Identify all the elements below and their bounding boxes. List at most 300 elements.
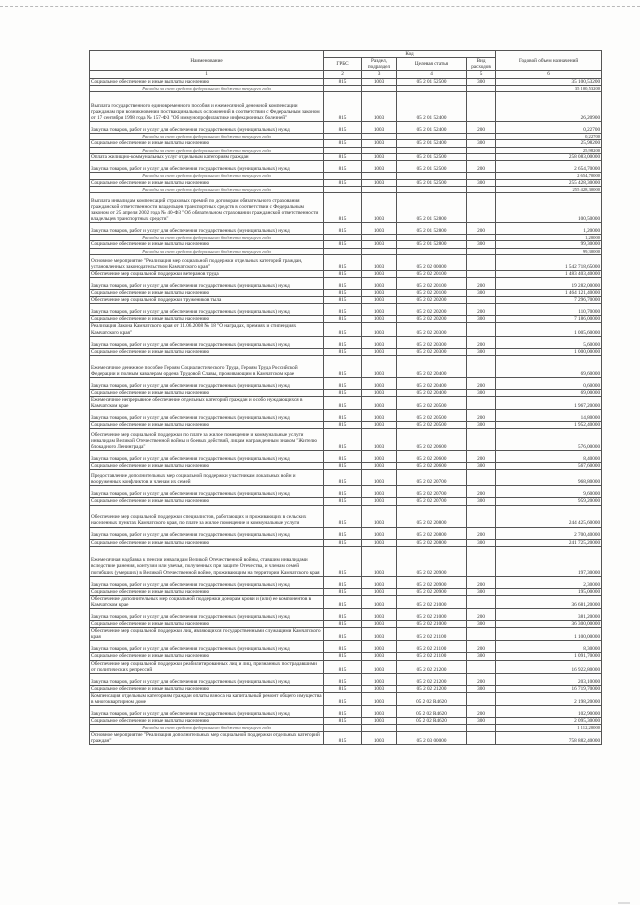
row-section-cell: 1003 [362, 92, 397, 122]
row-exptype-cell [467, 270, 496, 277]
row-name-cell: Закупка товаров, работ и услуг для обеспечения государственных (муниципальных) нужд [90, 486, 324, 498]
row-section-cell: 1003 [362, 486, 397, 498]
row-amount-cell: 5,60000 [496, 336, 602, 348]
row-target-cell: 05 2 02 20200 [397, 304, 467, 316]
row-exptype-cell: 200 [467, 278, 496, 290]
row-grbs-cell: 815 [324, 270, 362, 277]
row-target-cell: 05 2 02 20900 [397, 546, 467, 576]
row-section-cell: 1003 [362, 304, 397, 316]
row-amount-cell: 2 198,20000 [496, 692, 602, 705]
row-exptype-cell [467, 660, 496, 673]
row-section-cell: 1003 [362, 451, 397, 463]
row-target-cell: 05 2 01 52800 [397, 193, 467, 223]
row-exptype-cell [467, 323, 496, 336]
row-amount-cell: 1,20000 [496, 235, 602, 241]
row-name-cell: Закупка товаров, работ и услуг для обеспечения государственных (муниципальных) нужд [90, 336, 324, 348]
row-section-cell: 1003 [362, 389, 397, 396]
row-name-cell: Обеспечение мер социальной поддержки тружеников тыла [90, 297, 324, 304]
row-name-cell: Основное мероприятие "Реализация мер социальной поддержки отдельных категорий граждан, установленных законодательством Камчатского края" [90, 254, 324, 270]
row-amount-cell: 2 700,40000 [496, 527, 602, 539]
row-grbs-cell: 815 [324, 278, 362, 290]
row-grbs-cell: 815 [324, 546, 362, 576]
row-section-cell: 1003 [362, 463, 397, 470]
row-exptype-cell: 300 [467, 78, 496, 85]
row-section-cell: 1003 [362, 706, 397, 718]
row-exptype-cell: 300 [467, 241, 496, 248]
table-row [90, 505, 602, 527]
row-exptype-cell: 200 [467, 304, 496, 316]
row-name-cell: Социальное обеспечение и иные выплаты населению [90, 179, 324, 186]
table-row [90, 92, 602, 122]
row-amount-cell: 16 922,80000 [496, 660, 602, 673]
row-name-cell: Ежемесячная надбавка к пенсии инвалидам Великой Отечественной войны, ставшим инвалидами вследствие ранения, контузии или увечья, полученных при защите Отечества, и членам семей погибших (умерших) в Великой Отечественной войне, проживающим на территории Камчатского края [90, 546, 324, 576]
row-amount-cell: 758 882,40000 [496, 731, 602, 744]
table-row [90, 122, 602, 134]
row-target-cell: 05 2 01 52500 [397, 179, 467, 186]
row-amount-cell: 1 464 121,40000 [496, 290, 602, 297]
row-section-cell: 1003 [362, 278, 397, 290]
table-row [90, 254, 602, 270]
row-section-cell: 1003 [362, 140, 397, 147]
table-row [90, 78, 602, 85]
row-amount-cell: 255 428,30000 [496, 186, 602, 192]
row-grbs-cell: 815 [324, 241, 362, 248]
row-section-cell: 1003 [362, 641, 397, 653]
table-row [90, 396, 602, 409]
row-grbs-cell: 815 [324, 595, 362, 608]
row-exptype-cell: 300 [467, 621, 496, 628]
row-amount-cell: 102,90000 [496, 706, 602, 718]
row-amount-cell: 968,80000 [496, 470, 602, 486]
row-section-cell: 1003 [362, 78, 397, 85]
row-amount-cell: 244 425,60000 [496, 505, 602, 527]
row-name-cell: Обеспечение мер социальной поддержки по плате за жилое помещение и коммунальные услуги инвалидам Великой Отечественной войны и боевых действий, лицам награжденным знаком "Жителю блокадного Ленинграда" [90, 429, 324, 451]
row-amount-cell: 8,30000 [496, 641, 602, 653]
row-amount-cell: 8,40000 [496, 451, 602, 463]
row-section-cell: 1003 [362, 410, 397, 422]
row-name-cell: Ежемесячное непрерывное обеспечение отдельных категорий граждан и особо нуждающихся в Камчатском крае [90, 396, 324, 409]
row-target-cell: 05 2 02 20500 [397, 410, 467, 422]
row-amount-cell: 203,10000 [496, 673, 602, 685]
row-amount-cell: 1,20000 [496, 223, 602, 235]
row-grbs-cell: 815 [324, 673, 362, 685]
header-codes-group: Код [324, 51, 496, 58]
row-section-cell: 1003 [362, 660, 397, 673]
row-name-cell: Обеспечение дополнительных мер социальной поддержки донорам крови и (или) ее компонентов в Камчатском крае [90, 595, 324, 608]
row-exptype-cell [467, 297, 496, 304]
table-row [90, 336, 602, 348]
row-name-cell: Закупка товаров, работ и услуг для обеспечения государственных (муниципальных) нужд [90, 278, 324, 290]
row-amount-cell: 100,50000 [496, 193, 602, 223]
row-amount-cell: 1 091,70000 [496, 653, 602, 660]
table-row [90, 692, 602, 705]
row-exptype-cell: 200 [467, 122, 496, 134]
row-exptype-cell: 300 [467, 422, 496, 429]
row-name-cell: Социальное обеспечение и иные выплаты населению [90, 78, 324, 85]
row-grbs-cell: 815 [324, 153, 362, 160]
row-section-cell: 1003 [362, 429, 397, 451]
row-target-cell: 05 2 02 20500 [397, 396, 467, 409]
row-amount-cell: 7 186,00000 [496, 316, 602, 323]
row-target-cell: 05 2 02 21200 [397, 660, 467, 673]
row-grbs-cell: 815 [324, 161, 362, 173]
row-grbs-cell: 815 [324, 323, 362, 336]
row-section-cell: 1003 [362, 422, 397, 429]
table-row [90, 410, 602, 422]
row-grbs-cell: 815 [324, 660, 362, 673]
header-amount: Годовой объем назначений [496, 51, 602, 71]
row-amount-cell: 35 100,53200 [496, 85, 602, 91]
row-name-cell: Предоставление дополнительных мер социальной поддержки участникам локальных войн и вооруженных конфликтов и членам их семей [90, 470, 324, 486]
row-section-cell: 1003 [362, 348, 397, 355]
row-amount-cell: 7 296,70000 [496, 297, 602, 304]
row-target-cell: 05 2 03 00000 [397, 731, 467, 744]
row-target-cell: 05 2 02 20400 [397, 355, 467, 377]
row-name-cell: Расходы за счет средств федерального бюджета текущего года [90, 186, 324, 192]
row-amount-cell: 576,00000 [496, 429, 602, 451]
row-exptype-cell: 300 [467, 316, 496, 323]
row-exptype-cell: 200 [467, 410, 496, 422]
row-exptype-cell: 200 [467, 486, 496, 498]
row-exptype-cell [467, 546, 496, 576]
row-section-cell: 1003 [362, 505, 397, 527]
row-amount-cell: 25,98200 [496, 147, 602, 153]
row-section-cell: 1003 [362, 609, 397, 621]
row-amount-cell: 2,30000 [496, 576, 602, 588]
row-section-cell: 1003 [362, 685, 397, 692]
row-name-cell: Закупка товаров, работ и услуг для обеспечения государственных (муниципальных) нужд [90, 304, 324, 316]
row-section-cell: 1003 [362, 316, 397, 323]
row-grbs-cell: 815 [324, 451, 362, 463]
row-exptype-cell: 200 [467, 576, 496, 588]
row-name-cell: Социальное обеспечение и иные выплаты населению [90, 140, 324, 147]
table-row [90, 223, 602, 235]
row-section-cell: 1003 [362, 539, 397, 546]
row-exptype-cell [467, 470, 496, 486]
row-section-cell: 1003 [362, 628, 397, 641]
row-grbs-cell: 815 [324, 539, 362, 546]
row-amount-cell: 14,80000 [496, 410, 602, 422]
row-section-cell: 1003 [362, 323, 397, 336]
row-exptype-cell: 200 [467, 609, 496, 621]
row-name-cell: Расходы за счет средств федерального бюджета текущего года [90, 173, 324, 179]
row-target-cell: 05 2 02 20700 [397, 498, 467, 505]
row-grbs-cell: 815 [324, 179, 362, 186]
table-row [90, 576, 602, 588]
row-target-cell: 05 2 02 21000 [397, 621, 467, 628]
row-target-cell: 05 2 02 21100 [397, 628, 467, 641]
row-name-cell: Социальное обеспечение и иные выплаты населению [90, 653, 324, 660]
row-target-cell: 05 2 02 20700 [397, 470, 467, 486]
table-row [90, 290, 602, 297]
table-row [90, 628, 602, 641]
row-section-cell: 1003 [362, 223, 397, 235]
table-row [90, 731, 602, 744]
row-exptype-cell: 300 [467, 685, 496, 692]
row-grbs-cell: 815 [324, 731, 362, 744]
row-grbs-cell: 815 [324, 653, 362, 660]
row-exptype-cell [467, 595, 496, 608]
row-section-cell: 1003 [362, 377, 397, 389]
row-grbs-cell: 815 [324, 92, 362, 122]
row-exptype-cell [467, 92, 496, 122]
row-section-cell: 1003 [362, 396, 397, 409]
row-grbs-cell: 815 [324, 641, 362, 653]
row-exptype-cell [467, 429, 496, 451]
row-name-cell: Социальное обеспечение и иные выплаты населению [90, 316, 324, 323]
table-column-numbers: 1 2 3 4 5 6 [90, 71, 602, 78]
row-grbs-cell: 815 [324, 316, 362, 323]
row-grbs-cell: 815 [324, 304, 362, 316]
row-target-cell: 05 2 02 R4620 [397, 718, 467, 725]
header-exptype: Вид расходов [467, 58, 496, 71]
row-exptype-cell: 200 [467, 641, 496, 653]
header-section: Раздел, подраздел [362, 58, 397, 71]
row-section-cell: 1003 [362, 270, 397, 277]
row-amount-cell: 1 005,60000 [496, 323, 602, 336]
row-name-cell: Закупка товаров, работ и услуг для обеспечения государственных (муниципальных) нужд [90, 673, 324, 685]
row-exptype-cell [467, 254, 496, 270]
row-amount-cell: 1 483 403,40000 [496, 270, 602, 277]
row-name-cell: Оплата жилищно-коммунальных услуг отдельным категориям граждан [90, 153, 324, 160]
row-grbs-cell: 815 [324, 254, 362, 270]
row-amount-cell: 2 654,70000 [496, 173, 602, 179]
table-row [90, 241, 602, 248]
budget-allocation-table [89, 50, 602, 745]
row-name-cell: Расходы за счет средств федерального бюджета текущего года [90, 85, 324, 91]
row-name-cell: Социальное обеспечение и иные выплаты населению [90, 422, 324, 429]
table-row [90, 539, 602, 546]
row-grbs-cell: 815 [324, 685, 362, 692]
row-target-cell: 05 2 02 20900 [397, 576, 467, 588]
row-name-cell: Основное мероприятие "Реализация дополнительных мер социальной поддержки отдельных категорий граждан" [90, 731, 324, 744]
table-row [90, 429, 602, 451]
row-grbs-cell: 815 [324, 621, 362, 628]
table-row [90, 153, 602, 160]
row-name-cell: Закупка товаров, работ и услуг для обеспечения государственных (муниципальных) нужд [90, 641, 324, 653]
row-name-cell: Закупка товаров, работ и услуг для обеспечения государственных (муниципальных) нужд [90, 576, 324, 588]
row-amount-cell: 567,60000 [496, 463, 602, 470]
row-target-cell: 05 2 01 52400 [397, 122, 467, 134]
row-grbs-cell: 815 [324, 505, 362, 527]
row-target-cell: 05 2 01 52400 [397, 140, 467, 147]
table-row [90, 377, 602, 389]
row-name-cell: Обеспечение мер социальной поддержки специалистов, работающих и проживающих в сельских населенных пунктах Камчатского края, по плате за жилое помещение и коммунальные услуги [90, 505, 324, 527]
table-row [90, 179, 602, 186]
row-amount-cell: 69,60000 [496, 355, 602, 377]
row-amount-cell: 959,20000 [496, 498, 602, 505]
row-exptype-cell [467, 153, 496, 160]
row-target-cell: 05 2 02 21100 [397, 641, 467, 653]
row-section-cell: 1003 [362, 179, 397, 186]
table-row [90, 389, 602, 396]
table-row [90, 685, 602, 692]
row-section-cell: 1003 [362, 731, 397, 744]
row-amount-cell: 1 952,40000 [496, 422, 602, 429]
table-row [90, 297, 602, 304]
row-target-cell: 05 2 01 52800 [397, 241, 467, 248]
row-target-cell: 05 2 02 21200 [397, 685, 467, 692]
row-exptype-cell: 200 [467, 527, 496, 539]
row-target-cell: 05 2 02 21100 [397, 653, 467, 660]
row-section-cell: 1003 [362, 527, 397, 539]
row-exptype-cell: 300 [467, 179, 496, 186]
row-grbs-cell: 815 [324, 410, 362, 422]
row-exptype-cell: 300 [467, 140, 496, 147]
scan-artifact-mark [618, 902, 630, 904]
row-name-cell: Обеспечение мер социальной поддержки реабилитированных лиц и лиц, признанных пострадавшими от политических репрессий [90, 660, 324, 673]
table-row [90, 595, 602, 608]
row-target-cell: 05 2 02 R4620 [397, 692, 467, 705]
row-name-cell: Социальное обеспечение и иные выплаты населению [90, 621, 324, 628]
table-row [90, 355, 602, 377]
row-section-cell: 1003 [362, 595, 397, 608]
row-amount-cell: 9,60000 [496, 486, 602, 498]
row-grbs-cell: 815 [324, 463, 362, 470]
row-target-cell: 05 2 02 20900 [397, 588, 467, 595]
row-grbs-cell: 815 [324, 223, 362, 235]
row-target-cell: 05 2 02 20100 [397, 270, 467, 277]
row-target-cell: 05 2 02 20200 [397, 316, 467, 323]
row-amount-cell: 381,20000 [496, 609, 602, 621]
row-amount-cell: 1 967,20000 [496, 396, 602, 409]
table-row [90, 316, 602, 323]
row-name-cell: Социальное обеспечение и иные выплаты населению [90, 539, 324, 546]
row-name-cell: Социальное обеспечение и иные выплаты населению [90, 718, 324, 725]
row-grbs-cell: 815 [324, 355, 362, 377]
row-amount-cell: 241 725,20000 [496, 539, 602, 546]
row-amount-cell: 1 000,00000 [496, 348, 602, 355]
row-grbs-cell: 815 [324, 290, 362, 297]
row-amount-cell: 99,30000 [496, 241, 602, 248]
row-exptype-cell [467, 396, 496, 409]
row-exptype-cell [467, 505, 496, 527]
table-row [90, 422, 602, 429]
row-amount-cell: 25,98200 [496, 140, 602, 147]
row-exptype-cell: 300 [467, 463, 496, 470]
row-exptype-cell: 200 [467, 161, 496, 173]
row-section-cell: 1003 [362, 161, 397, 173]
table-row [90, 486, 602, 498]
row-section-cell: 1003 [362, 546, 397, 576]
row-exptype-cell: 300 [467, 718, 496, 725]
row-section-cell: 1003 [362, 673, 397, 685]
row-grbs-cell: 815 [324, 336, 362, 348]
row-section-cell: 1003 [362, 355, 397, 377]
row-name-cell: Расходы за счет средств федерального бюджета текущего года [90, 248, 324, 254]
table-row [90, 527, 602, 539]
row-target-cell: 05 2 02 20700 [397, 486, 467, 498]
row-target-cell: 05 2 02 20400 [397, 389, 467, 396]
row-target-cell: 05 2 02 R4620 [397, 706, 467, 718]
row-target-cell: 05 2 02 20800 [397, 505, 467, 527]
row-target-cell: 05 2 02 20300 [397, 323, 467, 336]
row-name-cell: Социальное обеспечение и иные выплаты населению [90, 290, 324, 297]
table-row [90, 470, 602, 486]
row-amount-cell: 1 100,00000 [496, 628, 602, 641]
row-target-cell: 05 2 02 20200 [397, 297, 467, 304]
row-name-cell: Социальное обеспечение и иные выплаты населению [90, 498, 324, 505]
table-header-row-1 [90, 51, 602, 58]
row-target-cell: 05 2 02 20600 [397, 451, 467, 463]
row-name-cell: Закупка товаров, работ и услуг для обеспечения государственных (муниципальных) нужд [90, 706, 324, 718]
row-amount-cell: 0,22700 [496, 122, 602, 134]
row-grbs-cell: 815 [324, 628, 362, 641]
row-exptype-cell: 200 [467, 673, 496, 685]
table-row [90, 304, 602, 316]
row-grbs-cell: 815 [324, 486, 362, 498]
row-amount-cell: 36 681,20000 [496, 595, 602, 608]
row-amount-cell: 2 654,70000 [496, 161, 602, 173]
row-target-cell: 05 2 02 20100 [397, 278, 467, 290]
row-target-cell: 05 2 01 52500 [397, 153, 467, 160]
row-section-cell: 1003 [362, 621, 397, 628]
table-row [90, 641, 602, 653]
row-exptype-cell: 200 [467, 451, 496, 463]
header-target: Целевая статья [397, 58, 467, 71]
row-grbs-cell: 815 [324, 297, 362, 304]
row-amount-cell: 35 100,53200 [496, 78, 602, 85]
row-name-cell: Социальное обеспечение и иные выплаты населению [90, 588, 324, 595]
row-grbs-cell: 815 [324, 140, 362, 147]
table-row [90, 323, 602, 336]
row-exptype-cell [467, 193, 496, 223]
row-amount-cell: 0,22700 [496, 134, 602, 140]
row-section-cell: 1003 [362, 297, 397, 304]
row-amount-cell: 69,00000 [496, 389, 602, 396]
row-grbs-cell: 815 [324, 706, 362, 718]
row-target-cell: 05 2 02 20400 [397, 377, 467, 389]
row-target-cell: 05 2 02 20600 [397, 463, 467, 470]
row-name-cell: Закупка товаров, работ и услуг для обеспечения государственных (муниципальных) нужд [90, 223, 324, 235]
row-exptype-cell: 200 [467, 706, 496, 718]
row-amount-cell: 258 083,00000 [496, 153, 602, 160]
scan-artifact-line [0, 6, 640, 7]
row-target-cell: 05 2 02 21200 [397, 673, 467, 685]
table-row [90, 609, 602, 621]
row-exptype-cell [467, 355, 496, 377]
table-row [90, 718, 602, 725]
row-grbs-cell: 815 [324, 527, 362, 539]
row-section-cell: 1003 [362, 692, 397, 705]
table-row [90, 588, 602, 595]
table-row [90, 498, 602, 505]
row-target-cell: 05 2 02 20800 [397, 539, 467, 546]
row-section-cell: 1003 [362, 122, 397, 134]
table-row [90, 451, 602, 463]
row-amount-cell: 197,30000 [496, 546, 602, 576]
row-grbs-cell: 815 [324, 389, 362, 396]
table-row [90, 621, 602, 628]
row-section-cell: 1003 [362, 336, 397, 348]
table-row [90, 673, 602, 685]
row-section-cell: 1003 [362, 241, 397, 248]
row-amount-cell: 36 300,00000 [496, 621, 602, 628]
row-section-cell: 1003 [362, 498, 397, 505]
row-name-cell: Реализация Закона Камчатского края от 11.06.2008 № 18 "О наградах, премиях и стипендиях Камчатского края" [90, 323, 324, 336]
row-name-cell: Социальное обеспечение и иные выплаты населению [90, 348, 324, 355]
row-amount-cell: 1 542 718,65000 [496, 254, 602, 270]
row-name-cell: Социальное обеспечение и иные выплаты населению [90, 389, 324, 396]
table-row [90, 270, 602, 277]
row-target-cell: 05 2 02 21000 [397, 595, 467, 608]
row-target-cell: 05 2 02 20300 [397, 336, 467, 348]
row-section-cell: 1003 [362, 290, 397, 297]
row-name-cell: Расходы за счет средств федерального бюджета текущего года [90, 134, 324, 140]
row-grbs-cell: 815 [324, 377, 362, 389]
row-target-cell: 05 2 02 20600 [397, 429, 467, 451]
row-grbs-cell: 815 [324, 609, 362, 621]
